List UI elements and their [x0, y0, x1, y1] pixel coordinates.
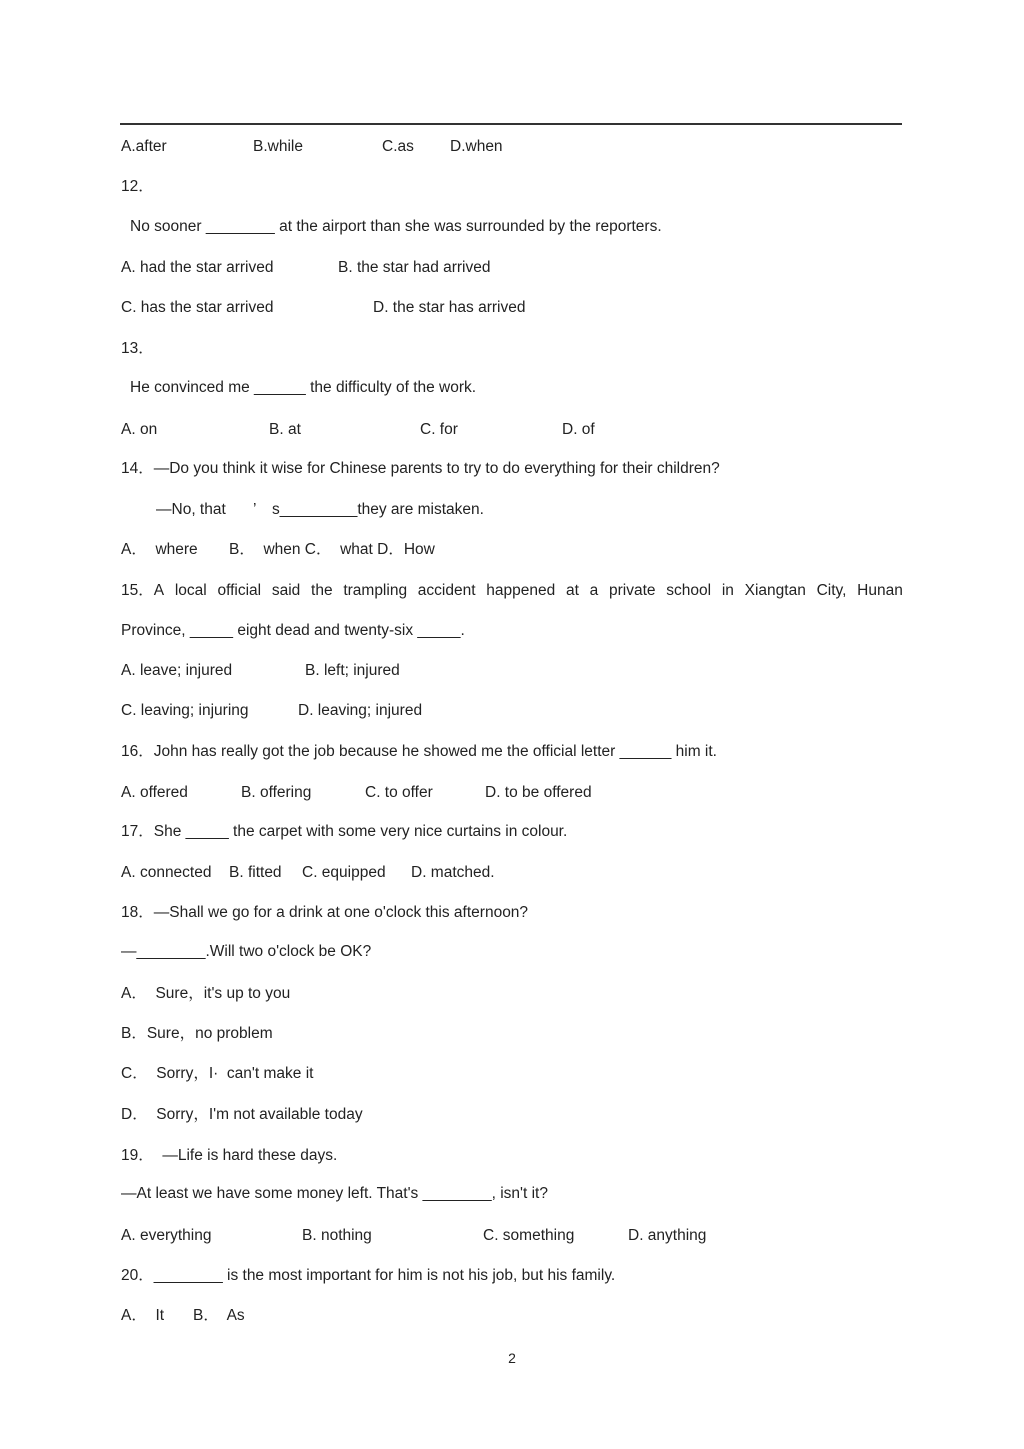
word: private [609, 582, 656, 599]
answer-option: D. leaving; injured [298, 702, 423, 719]
text-line: Province, _____ eight dead and twenty-six _____. [121, 622, 465, 639]
word: at [565, 582, 579, 599]
answer-option: D. the star has arrived [373, 299, 526, 316]
word: trampling [343, 582, 408, 599]
text-line: 14．—Do you think it wise for Chinese parents to try to do everything for their children? [121, 460, 720, 477]
text-line: A. connected [121, 864, 212, 881]
word: local [174, 582, 207, 599]
text-line: A.after [121, 138, 167, 155]
text-line: —________.Will two o'clock be OK? [121, 943, 372, 960]
word: the [311, 582, 333, 599]
text-line: C. has the star arrived [121, 299, 274, 316]
page-number: 2 [508, 1350, 516, 1366]
word: City, [816, 582, 847, 599]
answer-option: ’ [253, 501, 257, 518]
answer-option: D. to be offered [485, 784, 592, 801]
text-line: A. offered [121, 784, 188, 801]
answer-option: B． As [193, 1307, 245, 1324]
text-line: 17．She _____ the carpet with some very nice curtains in colour. [121, 823, 568, 840]
text-line: B．Sure，no problem [121, 1025, 273, 1042]
text-line: A. everything [121, 1227, 212, 1244]
answer-option: C. for [420, 421, 458, 438]
answer-option: C. equipped [302, 864, 386, 881]
answer-option: B.while [253, 138, 303, 155]
word: accident [417, 582, 476, 599]
text-line: 20．________ is the most important for him is not his job, but his family. [121, 1267, 616, 1284]
answer-option: B. at [269, 421, 301, 438]
text-line: A. leave; injured [121, 662, 233, 679]
text-line: —No, that [156, 501, 226, 518]
word: a [589, 582, 599, 599]
answer-option: D.when [450, 138, 503, 155]
text-line: A． It [121, 1307, 165, 1324]
text-line: D． Sorry，I'm not available today [121, 1106, 363, 1123]
word: in [721, 582, 734, 599]
answer-option: B. the star had arrived [338, 259, 491, 276]
text-line: A． Sure，it's up to you [121, 985, 291, 1002]
text-line: A. had the star arrived [121, 259, 274, 276]
text-line: 19． —Life is hard these days. [121, 1147, 338, 1164]
answer-option: B. left; injured [305, 662, 400, 679]
answer-option: D. matched. [411, 864, 495, 881]
text-line: 18．—Shall we go for a drink at one o'clock this afternoon? [121, 904, 529, 921]
answer-option: B. fitted [229, 864, 282, 881]
answer-option: s_________they are mistaken. [272, 501, 484, 518]
answer-option: C. something [483, 1227, 575, 1244]
text-line: 13． [121, 340, 154, 357]
text-line: 16．John has really got the job because he showed me the official letter ______ him it. [121, 743, 717, 760]
text-line [121, 581, 903, 601]
word: school [666, 582, 712, 599]
word: 15．A [121, 582, 165, 599]
answer-option: B. offering [241, 784, 312, 801]
answer-option: B． when C． what D．How [229, 541, 435, 558]
text-line: No sooner ________ at the airport than she was surrounded by the reporters. [130, 218, 662, 235]
answer-option: C.as [382, 138, 414, 155]
word: happened [486, 582, 556, 599]
text-line: He convinced me ______ the difficulty of the work. [130, 379, 477, 396]
answer-option: C. to offer [365, 784, 433, 801]
word: Xiangtan [744, 582, 806, 599]
text-line: A． where [121, 541, 198, 558]
text-line: 12． [121, 178, 154, 195]
text-line: A. on [121, 421, 158, 438]
answer-option: B. nothing [302, 1227, 372, 1244]
answer-option: D. of [562, 421, 595, 438]
answer-option: D. anything [628, 1227, 707, 1244]
word: said [271, 582, 301, 599]
text-line: C. leaving; injuring [121, 702, 249, 719]
header-rule [120, 123, 902, 125]
word: Hunan [857, 582, 903, 599]
text-line: C． Sorry，I· can't make it [121, 1065, 314, 1082]
word: official [217, 582, 262, 599]
text-line: —At least we have some money left. That's ________, isn't it? [121, 1185, 548, 1202]
